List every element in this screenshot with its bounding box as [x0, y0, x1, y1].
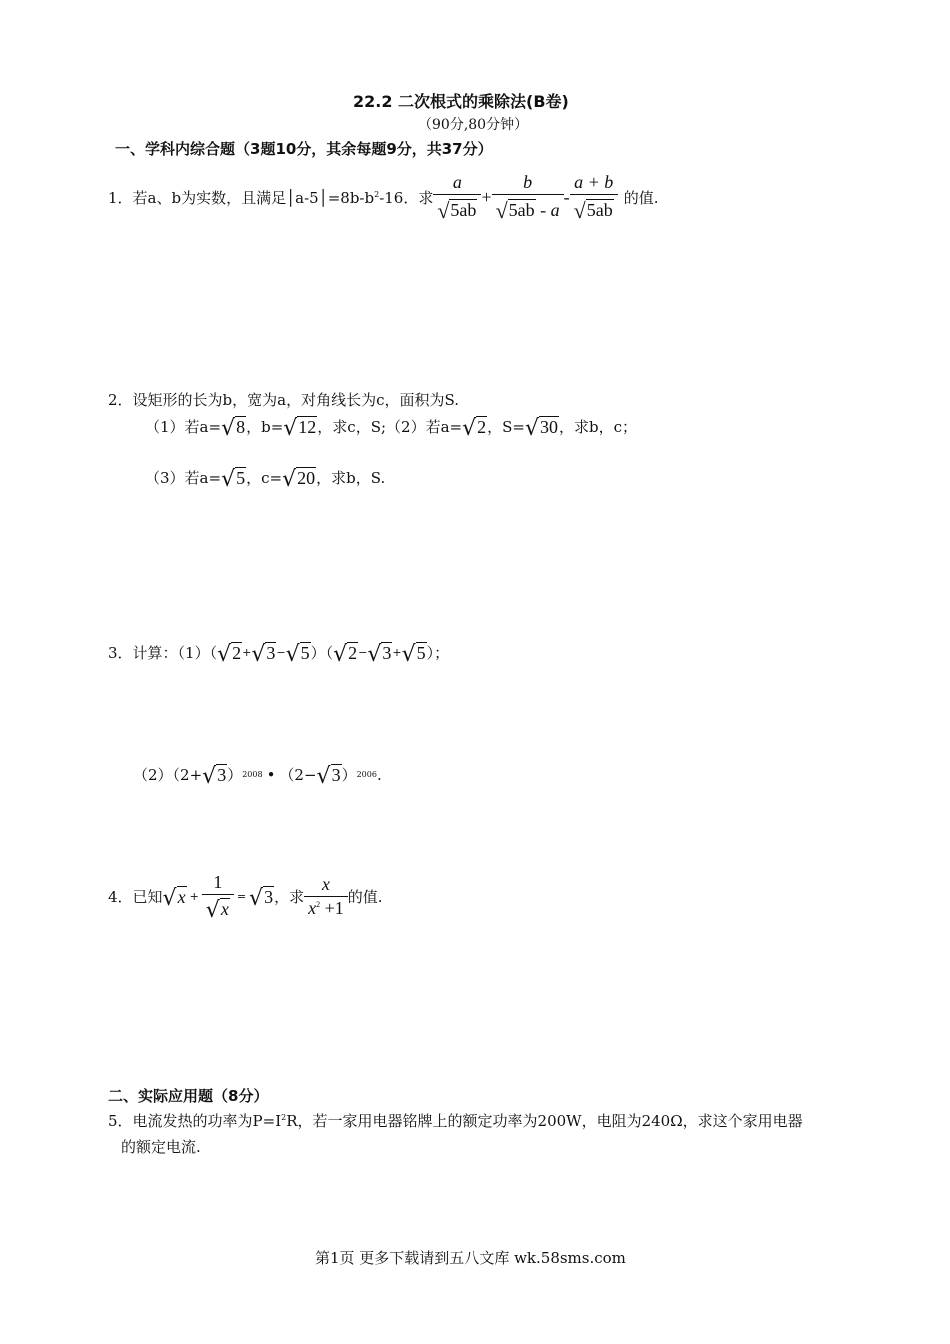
page-title: 22.2 二次根式的乘除法(B卷): [353, 92, 569, 111]
section-heading-2: 二、实际应用题（8分）: [108, 1087, 269, 1105]
question-5-line-2: 的额定电流.: [121, 1138, 201, 1156]
q4-fraction-1: $\frac{1}{√x}$: [202, 872, 234, 921]
question-3-part-2: （2）（2+ √3 ） 2008 • （2− √3 ） 2006 .: [133, 764, 382, 789]
section-heading-1: 一、学科内综合题（3题10分，其余每题9分，共37分）: [115, 140, 493, 158]
q1-fraction-2: $\frac{b}{√5ab - a}$: [492, 172, 564, 222]
question-2-part-1-2: （1）若a= √8 ，b= √12 ，求c，S;（2）若a= √2 ，S= √30 ，求b，c；: [145, 416, 638, 441]
q1-plus: +: [481, 186, 492, 207]
q4-fraction-2: $\frac{x}{x^2 +1}$: [304, 874, 348, 919]
q1-suffix: 的值.: [623, 188, 659, 207]
page-footer: 第1页 更多下载请到五八文库 wk.58sms.com: [315, 1249, 626, 1267]
question-2-stem: 2．设矩形的长为b，宽为a，对角线长为c，面积为S.: [108, 391, 460, 409]
question-4: 4．已知 √x + $\frac{1}{√x}$ = √3 ，求 $\frac{x}{x^2 +1}$ 的值.: [108, 872, 383, 923]
question-3-part-1: 3．计算：（1）（ √2 + √3 − √5 ）（ √2 − √3 + √5 ）；: [108, 642, 450, 667]
q1-fraction-1: $\frac{a}{√5ab}$: [433, 172, 481, 222]
q1-fraction-3: $\frac{a + b}{√5ab}$: [570, 172, 618, 222]
page-subtitle: （90分,80分钟）: [418, 117, 529, 133]
question-5-line-1: 5．电流发热的功率为$P=I^2R$，若一家用电器铭牌上的额定功率为200W，电阻为240Ω，求这个家用电器: [108, 1112, 803, 1130]
q1-minus: -: [563, 186, 570, 207]
q1-text: 1．若a、b为实数，且满足$│a-5│=8b-b^2-16$．求: [108, 188, 434, 207]
question-1: [108, 172, 659, 222]
question-2-part-3: （3）若a= √5 ，c= √20 ，求b，S.: [145, 467, 386, 492]
